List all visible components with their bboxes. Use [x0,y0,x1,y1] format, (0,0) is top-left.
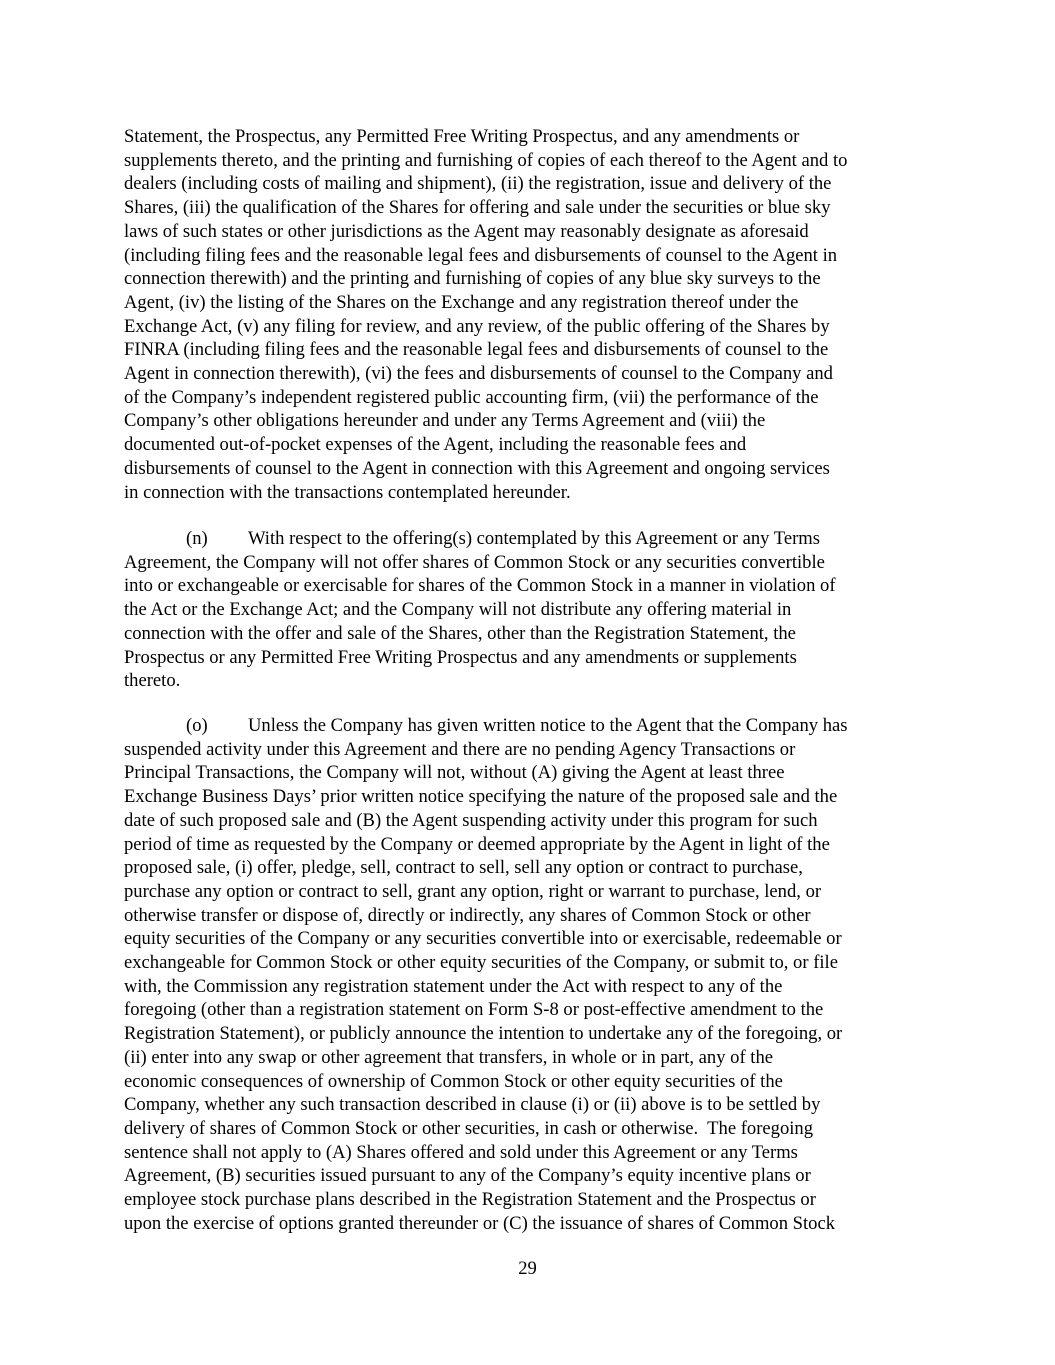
text-line: into or exchangeable or exercisable for shares of the Common Stock in a manner in violation of [124,575,836,597]
item-label: (o) [186,715,208,736]
text-line: connection with the offer and sale of the Shares, other than the Registration Statement, the [124,622,796,644]
text-line: period of time as requested by the Company or deemed appropriate by the Agent in light of the [124,833,830,855]
text-line: Agreement, (B) securities issued pursuant to any of the Company’s equity incentive plans or [124,1165,811,1187]
text-line: date of such proposed sale and (B) the Agent suspending activity under this program for such [124,809,818,831]
text-line: foregoing (other than a registration statement on Form S-8 or post-effective amendment to the [124,999,824,1021]
text-line: with, the Commission any registration statement under the Act with respect to any of the [124,975,783,997]
text-line: documented out-of-pocket expenses of the Agent, including the reasonable fees and [124,434,747,456]
text-line: in connection with the transactions contemplated hereunder. [124,481,571,503]
text-line: Exchange Business Days’ prior written notice specifying the nature of the proposed sale and the [124,786,838,808]
text-line: upon the exercise of options granted thereunder or (C) the issuance of shares of Common Stock [124,1212,836,1234]
text-line: supplements thereto, and the printing and furnishing of copies of each thereof to the Agent and to [124,149,848,171]
text-line: of the Company’s independent registered public accounting firm, (vii) the performance of the [124,386,819,408]
text-line: sentence shall not apply to (A) Shares offered and sold under this Agreement or any Terms [124,1141,798,1163]
text-line: Agent in connection therewith), (vi) the fees and disbursements of counsel to the Company and [124,363,833,385]
text-line: otherwise transfer or dispose of, directly or indirectly, any shares of Common Stock or other [124,904,811,926]
text-line: Statement, the Prospectus, any Permitted Free Writing Prospectus, and any amendments or [124,126,800,147]
paragraph-item-n [124,527,934,693]
text-line: Company’s other obligations hereunder and under any Terms Agreement and (viii) the [124,410,766,432]
item-label: (n) [186,528,208,549]
text-line: economic consequences of ownership of Common Stock or other equity securities of the [124,1070,783,1092]
text-line-first [124,714,934,738]
text-line: Shares, (iii) the qualification of the Shares for offering and sale under the securities or blue sky [124,197,831,219]
paragraph-continuation [124,125,934,504]
text-line: Principal Transactions, the Company will not, without (A) giving the Agent at least three [124,762,785,784]
text-line: thereto. [124,670,181,692]
text-line: delivery of shares of Common Stock or other securities, in cash or otherwise. The foregoing [124,1117,814,1139]
text-line: FINRA (including filing fees and the reasonable legal fees and disbursements of counsel to the [124,339,829,361]
text-line: (including filing fees and the reasonable legal fees and disbursements of counsel to the Agent in [124,244,838,266]
text-line: Prospectus or any Permitted Free Writing Prospectus and any amendments or supplements [124,646,797,668]
paragraph-item-o [124,714,934,1235]
text-line: Agreement, the Company will not offer shares of Common Stock or any securities convertible [124,551,825,573]
item-first-line: With respect to the offering(s) contemplated by this Agreement or any Terms [248,528,820,549]
text-line: dealers (including costs of mailing and shipment), (ii) the registration, issue and delivery of the [124,173,832,195]
text-line: laws of such states or other jurisdictions as the Agent may reasonably designate as aforesaid [124,220,809,242]
text-line: employee stock purchase plans described in the Registration Statement and the Prospectus or [124,1189,816,1211]
text-line: exchangeable for Common Stock or other equity securities of the Company, or submit to, or file [124,952,838,974]
text-line: purchase any option or contract to sell, grant any option, right or warrant to purchase, lend, or [124,880,822,902]
page-number: 29 [518,1258,537,1279]
text-line: Agent, (iv) the listing of the Shares on the Exchange and any registration thereof under the [124,291,799,313]
item-first-line: Unless the Company has given written notice to the Agent that the Company has [248,715,848,736]
text-line: equity securities of the Company or any securities convertible into or exercisable, redeemable or [124,928,842,950]
text-line: suspended activity under this Agreement and there are no pending Agency Transactions or [124,738,796,760]
text-line: disbursements of counsel to the Agent in connection with this Agreement and ongoing services [124,457,830,479]
text-line: (ii) enter into any swap or other agreement that transfers, in whole or in part, any of the [124,1046,774,1068]
text-line: Exchange Act, (v) any filing for review, and any review, of the public offering of the Shares by [124,315,830,337]
text-line: connection therewith) and the printing and furnishing of copies of any blue sky surveys to the [124,268,821,290]
text-line: the Act or the Exchange Act; and the Company will not distribute any offering material in [124,599,792,621]
text-line: Company, whether any such transaction described in clause (i) or (ii) above is to be settled by [124,1094,821,1116]
text-line-first [124,527,934,551]
text-line: proposed sale, (i) offer, pledge, sell, contract to sell, sell any option or contract to purchase, [124,857,803,879]
text-line: Registration Statement), or publicly announce the intention to undertake any of the foregoing, or [124,1023,843,1045]
